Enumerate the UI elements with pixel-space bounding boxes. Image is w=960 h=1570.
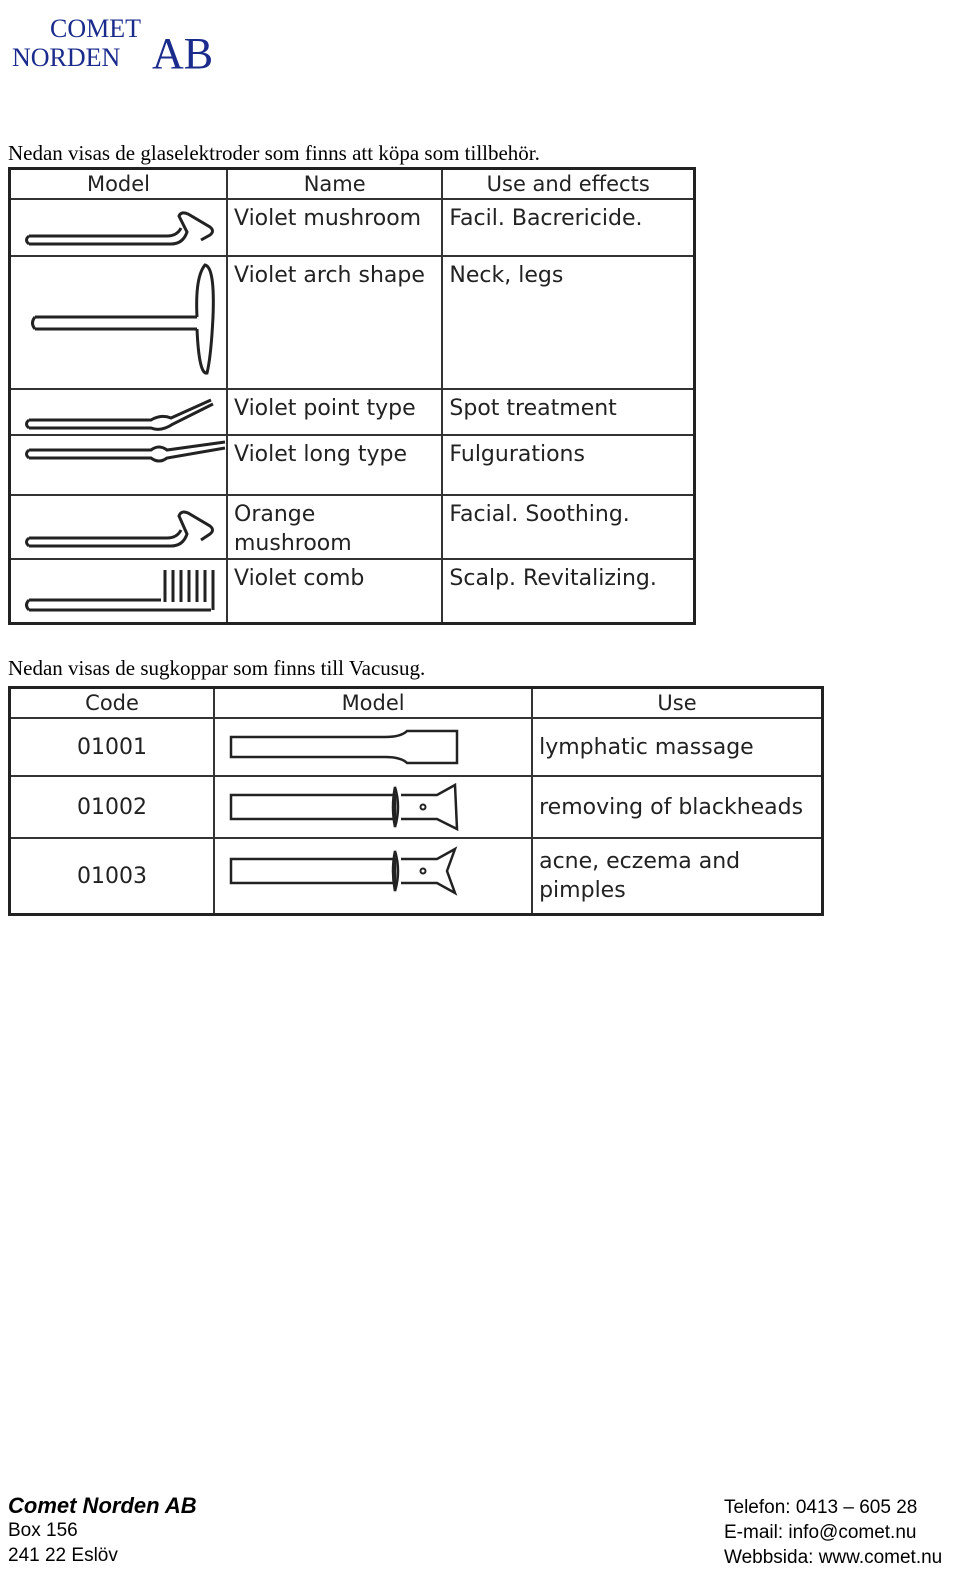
header-use: Use and effects — [442, 169, 694, 200]
table-row — [10, 256, 695, 389]
model-cell — [10, 199, 228, 256]
table-row — [10, 435, 695, 495]
cups-header-row — [10, 688, 823, 719]
cup-use: lymphatic massage — [532, 718, 822, 776]
long-icon — [11, 436, 226, 494]
electrode-use: Facil. Bacrericide. — [442, 199, 694, 256]
electrode-use: Scalp. Revitalizing. — [442, 559, 694, 624]
electrode-name: Violet mushroom — [227, 199, 442, 256]
cup-code: 01003 — [10, 838, 215, 915]
cup-code: 01002 — [10, 776, 215, 838]
electrode-name: Violet comb — [227, 559, 442, 624]
table-row — [10, 776, 823, 838]
electrode-use: Neck, legs — [442, 256, 694, 389]
notched-cup-icon — [215, 839, 531, 913]
model-cell — [10, 495, 228, 559]
model-cell — [10, 389, 228, 435]
ring-cup-icon — [215, 777, 531, 837]
header-model: Model — [214, 688, 532, 719]
header-model: Model — [10, 169, 228, 200]
footer-email: E-mail: info@comet.nu — [724, 1522, 917, 1543]
electrode-name: Violet arch shape — [227, 256, 442, 389]
cup-use: acne, eczema and pimples — [532, 838, 822, 915]
table-row — [10, 559, 695, 624]
footer-city: 241 22 Eslöv — [8, 1545, 118, 1566]
electrode-name: Orange mushroom — [227, 495, 442, 559]
electrode-use: Facial. Soothing. — [442, 495, 694, 559]
footer-address — [8, 1493, 197, 1568]
model-cell — [10, 256, 228, 389]
footer-phone: Telefon: 0413 – 605 28 — [724, 1497, 918, 1518]
table-row — [10, 389, 695, 435]
footer-contact — [724, 1495, 942, 1570]
model-cell — [214, 776, 532, 838]
table-row — [10, 718, 823, 776]
table-row — [10, 199, 695, 256]
footer-web: Webbsida: www.comet.nu — [724, 1547, 943, 1568]
logo-suffix: AB — [152, 29, 214, 74]
electrode-name: Violet long type — [227, 435, 442, 495]
cup-use: removing of blackheads — [532, 776, 822, 838]
electrode-use: Fulgurations — [442, 435, 694, 495]
model-cell — [10, 559, 228, 624]
comb-icon — [11, 560, 226, 622]
company-logo — [10, 6, 225, 74]
flared-cup-icon — [215, 719, 531, 775]
model-cell — [214, 838, 532, 915]
mushroom-icon — [11, 200, 226, 255]
cups-table — [8, 686, 824, 916]
point-icon — [11, 390, 226, 434]
arch-icon — [11, 257, 226, 388]
header-name: Name — [227, 169, 442, 200]
electrodes-table — [8, 167, 696, 625]
cups-intro: Nedan visas de sugkoppar som finns till Vacusug. — [8, 656, 426, 680]
electrode-use: Spot treatment — [442, 389, 694, 435]
footer-box: Box 156 — [8, 1520, 78, 1541]
model-cell — [10, 435, 228, 495]
mushroom-icon — [11, 496, 226, 556]
model-cell — [214, 718, 532, 776]
table-row — [10, 838, 823, 915]
logo-line1: COMET — [50, 14, 141, 43]
electrodes-intro: Nedan visas de glaselektroder som finns att köpa som tillbehör. — [8, 141, 540, 165]
header-use: Use — [532, 688, 822, 719]
header-code: Code — [10, 688, 215, 719]
logo-line2: NORDEN — [12, 43, 121, 72]
table-row — [10, 495, 695, 559]
electrodes-header-row — [10, 169, 695, 200]
cup-code: 01001 — [10, 718, 215, 776]
electrode-name: Violet point type — [227, 389, 442, 435]
footer-company: Comet Norden AB — [8, 1493, 197, 1518]
